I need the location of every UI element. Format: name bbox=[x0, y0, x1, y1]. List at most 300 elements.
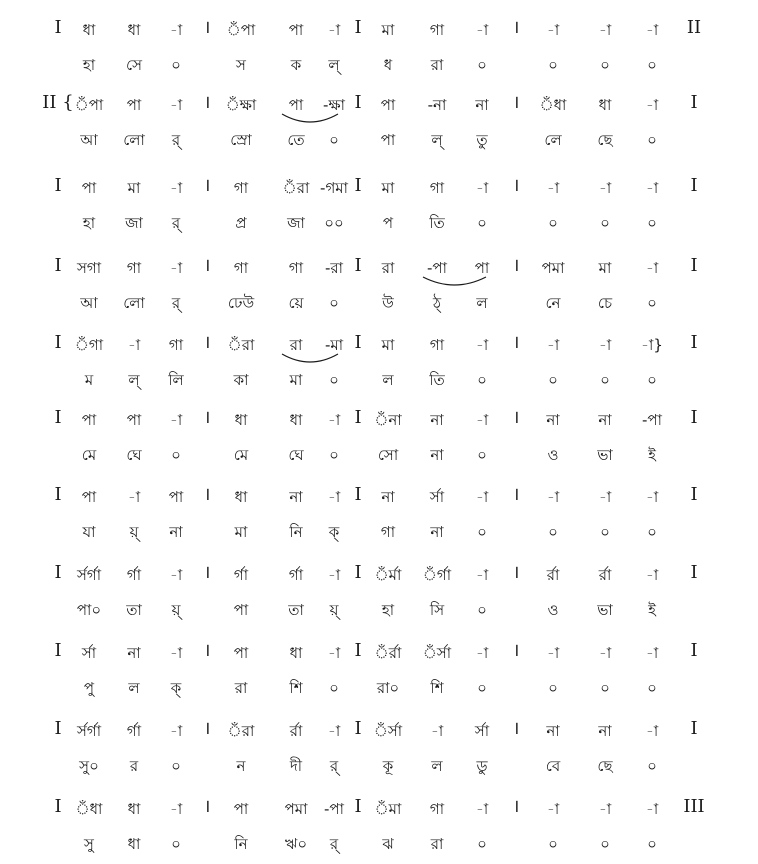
swara-note: না bbox=[546, 722, 560, 740]
swara-note: র্রা bbox=[289, 722, 303, 740]
barline-mid: I bbox=[354, 92, 362, 113]
lyric-syllable: ০ bbox=[647, 131, 657, 149]
swara-note: পা bbox=[233, 800, 249, 818]
lyric-syllable: লি bbox=[168, 371, 184, 389]
lyric-syllable: নে bbox=[545, 294, 561, 312]
swara-note: ধা bbox=[598, 96, 612, 114]
lyric-syllable: ০ bbox=[647, 523, 657, 541]
swara-note: রা bbox=[381, 259, 395, 277]
swara-note: -গমা bbox=[320, 179, 348, 197]
swara-note: ঁর্মা bbox=[374, 566, 402, 584]
swara-note: না bbox=[598, 411, 612, 429]
lyric-syllable: ০ bbox=[477, 56, 487, 74]
lyric-syllable: ধা bbox=[127, 835, 141, 853]
swara-note: -া bbox=[546, 336, 560, 354]
slur-mark bbox=[280, 352, 340, 368]
swara-note: ঁরা bbox=[227, 722, 255, 740]
lyric-syllable: হা bbox=[82, 56, 96, 74]
lyric-syllable: সে bbox=[126, 56, 142, 74]
swara-note: -া bbox=[546, 800, 560, 818]
beat-divider: । bbox=[512, 562, 520, 583]
lyric-syllable: দী bbox=[289, 757, 303, 775]
swara-note: -পা bbox=[324, 800, 344, 818]
swara-note: পা bbox=[81, 488, 97, 506]
swara-note: গা bbox=[168, 336, 184, 354]
barline-start: I bbox=[54, 640, 62, 661]
swara-note: -া bbox=[645, 722, 659, 740]
swara-note: -া bbox=[169, 179, 183, 197]
swara-note: -া bbox=[169, 96, 183, 114]
lyric-syllable: ই bbox=[648, 446, 656, 464]
swara-note: র্সা bbox=[474, 722, 490, 740]
lyric-syllable: রা bbox=[430, 835, 444, 853]
lyric-syllable: রা bbox=[234, 679, 248, 697]
swara-note: গা bbox=[429, 800, 445, 818]
lyric-syllable: ০০ bbox=[324, 214, 344, 232]
beat-divider: । bbox=[203, 92, 211, 113]
beat-divider: । bbox=[512, 484, 520, 505]
lyric-syllable: ক্ bbox=[170, 679, 182, 697]
swara-note: -া bbox=[169, 21, 183, 39]
swara-note: -া bbox=[475, 179, 489, 197]
swara-note: -া bbox=[475, 800, 489, 818]
swara-note: গা bbox=[126, 259, 142, 277]
swara-note: -রা bbox=[324, 259, 344, 277]
swara-note: না bbox=[598, 722, 612, 740]
beat-divider: । bbox=[203, 484, 211, 505]
lyric-syllable: না bbox=[430, 523, 444, 541]
barline-start: I bbox=[54, 255, 62, 276]
barline-mid: I bbox=[354, 718, 362, 739]
lyric-syllable: ০ bbox=[477, 446, 487, 464]
swara-note: র্সা bbox=[429, 488, 445, 506]
swara-note: ধা bbox=[82, 21, 96, 39]
lyric-syllable: ও bbox=[547, 446, 559, 464]
swara-note: ঁক্ষা bbox=[225, 96, 257, 114]
swara-note: পা bbox=[126, 96, 142, 114]
lyric-syllable: ঢেউ bbox=[227, 294, 255, 312]
swara-note: গা bbox=[288, 259, 304, 277]
swara-note: রা bbox=[289, 336, 303, 354]
swara-note: ধা bbox=[234, 411, 248, 429]
lyric-syllable: পা bbox=[380, 131, 396, 149]
swara-note: -া bbox=[475, 566, 489, 584]
swara-note: -া bbox=[475, 21, 489, 39]
lyric-syllable: সি bbox=[429, 601, 445, 619]
swara-note: -া bbox=[546, 488, 560, 506]
lyric-syllable: ছে bbox=[597, 757, 613, 775]
lyric-syllable: স্রো bbox=[230, 131, 252, 149]
lyric-syllable: কূ bbox=[382, 757, 394, 775]
lyric-syllable: শি bbox=[289, 679, 303, 697]
beat-divider: । bbox=[203, 718, 211, 739]
swara-note: -া bbox=[598, 800, 612, 818]
swara-note: -া bbox=[327, 488, 341, 506]
lyric-syllable: ০ bbox=[548, 835, 558, 853]
lyric-syllable: না bbox=[169, 523, 183, 541]
swara-note: -া bbox=[169, 644, 183, 662]
swara-note: গা bbox=[429, 21, 445, 39]
lyric-syllable: র্ bbox=[329, 757, 339, 775]
lyric-syllable: ০ bbox=[477, 835, 487, 853]
barline-mid: I bbox=[354, 17, 362, 38]
lyric-syllable: ০ bbox=[329, 446, 339, 464]
lyric-syllable: ০ bbox=[600, 679, 610, 697]
swara-note: -ক্ষা bbox=[323, 96, 345, 114]
barline-end: I bbox=[690, 718, 698, 739]
barline-mid: I bbox=[354, 255, 362, 276]
swara-note: ঁরা bbox=[227, 336, 255, 354]
swara-note: পা bbox=[81, 179, 97, 197]
lyric-syllable: ও bbox=[547, 601, 559, 619]
barline-start: I bbox=[54, 407, 62, 428]
lyric-syllable: বে bbox=[545, 757, 561, 775]
swara-note: র্গা bbox=[288, 566, 304, 584]
lyric-syllable: ০ bbox=[171, 757, 181, 775]
lyric-syllable: তা bbox=[288, 601, 304, 619]
beat-divider: । bbox=[512, 796, 520, 817]
lyric-syllable: র্ bbox=[171, 214, 181, 232]
swara-note: পা bbox=[474, 259, 490, 277]
swara-note: পা bbox=[288, 96, 304, 114]
barline-end: I bbox=[690, 640, 698, 661]
lyric-syllable: র্ bbox=[171, 131, 181, 149]
swara-note: ঁনা bbox=[374, 411, 402, 429]
lyric-syllable: গা bbox=[380, 523, 396, 541]
swara-note: ঁগা bbox=[74, 336, 104, 354]
lyric-syllable: ০ bbox=[600, 371, 610, 389]
swara-note: গা bbox=[233, 259, 249, 277]
swara-note: -া bbox=[475, 411, 489, 429]
lyric-syllable: ল bbox=[476, 294, 488, 312]
swara-note: না bbox=[127, 644, 141, 662]
lyric-syllable: ঘে bbox=[288, 446, 304, 464]
lyric-syllable: না bbox=[430, 446, 444, 464]
lyric-syllable: তি bbox=[429, 371, 445, 389]
swara-note: -া bbox=[169, 800, 183, 818]
lyric-syllable: ০ bbox=[600, 523, 610, 541]
lyric-syllable: ০ bbox=[548, 371, 558, 389]
swara-note: -া bbox=[598, 488, 612, 506]
swara-note: -া bbox=[645, 644, 659, 662]
swara-note: -া bbox=[645, 259, 659, 277]
swara-note: -া bbox=[169, 259, 183, 277]
lyric-syllable: স bbox=[236, 56, 246, 74]
swara-note: পা bbox=[81, 411, 97, 429]
lyric-syllable: কা bbox=[233, 371, 249, 389]
barline-end: III bbox=[683, 796, 705, 817]
lyric-syllable: য়্ bbox=[329, 601, 339, 619]
beat-divider: । bbox=[512, 175, 520, 196]
swara-note: র্রা bbox=[546, 566, 560, 584]
beat-divider: । bbox=[512, 332, 520, 353]
beat-divider: । bbox=[512, 255, 520, 276]
lyric-syllable: আ bbox=[80, 131, 98, 149]
barline-mid: I bbox=[354, 484, 362, 505]
swara-note: র্গা bbox=[126, 566, 142, 584]
barline-mid: I bbox=[354, 796, 362, 817]
swara-note: গা bbox=[233, 179, 249, 197]
lyric-syllable: ০ bbox=[647, 56, 657, 74]
lyric-syllable: ০ bbox=[171, 835, 181, 853]
barline-mid: I bbox=[354, 407, 362, 428]
swara-note: মা bbox=[381, 336, 395, 354]
swara-note: পমা bbox=[284, 800, 308, 818]
lyric-syllable: লো bbox=[123, 294, 145, 312]
lyric-syllable: ০ bbox=[548, 56, 558, 74]
lyric-syllable: সু০ bbox=[79, 757, 99, 775]
swara-note: না bbox=[475, 96, 489, 114]
barline-start: I bbox=[54, 718, 62, 739]
lyric-syllable: য়ে bbox=[288, 294, 304, 312]
barline-end: I bbox=[690, 255, 698, 276]
swara-note: -া bbox=[546, 644, 560, 662]
beat-divider: । bbox=[203, 175, 211, 196]
swara-note: -া bbox=[327, 722, 341, 740]
lyric-syllable: তু bbox=[476, 131, 488, 149]
lyric-syllable: ছে bbox=[597, 131, 613, 149]
lyric-syllable: মে bbox=[81, 446, 97, 464]
beat-divider: । bbox=[203, 332, 211, 353]
beat-divider: । bbox=[203, 255, 211, 276]
lyric-syllable: নি bbox=[234, 835, 248, 853]
lyric-syllable: ম bbox=[84, 371, 94, 389]
lyric-syllable: মা bbox=[234, 523, 248, 541]
lyric-syllable: সো bbox=[377, 446, 399, 464]
swara-note: না bbox=[381, 488, 395, 506]
swara-note: -া} bbox=[641, 336, 663, 354]
barline-start: I bbox=[54, 175, 62, 196]
swara-note: না bbox=[430, 411, 444, 429]
lyric-syllable: র্ bbox=[329, 835, 339, 853]
swara-note: -া bbox=[327, 411, 341, 429]
lyric-syllable: ০ bbox=[647, 294, 657, 312]
swara-note: -া bbox=[169, 411, 183, 429]
swara-note: -া bbox=[546, 21, 560, 39]
swara-note: -া bbox=[475, 644, 489, 662]
swara-note: না bbox=[289, 488, 303, 506]
lyric-syllable: ঠ্ bbox=[432, 294, 442, 312]
lyric-syllable: জা bbox=[125, 214, 143, 232]
lyric-syllable: ন bbox=[236, 757, 246, 775]
swara-note: মা bbox=[127, 179, 141, 197]
lyric-syllable: প্র bbox=[235, 214, 247, 232]
beat-divider: । bbox=[203, 407, 211, 428]
lyric-syllable: রা bbox=[430, 56, 444, 74]
swara-note: ঁর্সা bbox=[422, 644, 452, 662]
swara-note: সগা bbox=[76, 259, 102, 277]
lyric-syllable: পু bbox=[83, 679, 95, 697]
lyric-syllable: ০ bbox=[329, 294, 339, 312]
swara-note: -া bbox=[546, 179, 560, 197]
swara-note: -া bbox=[327, 566, 341, 584]
lyric-syllable: ০ bbox=[171, 446, 181, 464]
beat-divider: । bbox=[512, 718, 520, 739]
lyric-syllable: জা bbox=[287, 214, 305, 232]
swara-note: -া bbox=[475, 336, 489, 354]
swara-note: -া bbox=[169, 722, 183, 740]
swara-note: র্সর্গা bbox=[76, 566, 102, 584]
barline-start: I bbox=[54, 332, 62, 353]
barline-end: I bbox=[690, 332, 698, 353]
swara-note: পা bbox=[380, 96, 396, 114]
lyric-syllable: মে bbox=[233, 446, 249, 464]
swara-note: -া bbox=[169, 566, 183, 584]
lyric-syllable: পা bbox=[233, 601, 249, 619]
lyric-syllable: ভা bbox=[597, 446, 613, 464]
swara-note: র্সর্গা bbox=[76, 722, 102, 740]
lyric-syllable: পা০ bbox=[76, 601, 102, 619]
swara-note: পমা bbox=[541, 259, 565, 277]
barline-start: II { bbox=[42, 92, 74, 113]
lyric-syllable: ল্ bbox=[128, 371, 140, 389]
lyric-syllable: ঋ০ bbox=[284, 835, 308, 853]
lyric-syllable: ল bbox=[382, 371, 394, 389]
swara-note: র্গা bbox=[126, 722, 142, 740]
swara-note: ঁপা bbox=[226, 21, 256, 39]
beat-divider: । bbox=[203, 562, 211, 583]
lyric-syllable: তা bbox=[126, 601, 142, 619]
lyric-syllable: সু bbox=[84, 835, 94, 853]
swara-note: ঁধা bbox=[539, 96, 567, 114]
lyric-syllable: ০ bbox=[329, 131, 339, 149]
lyric-syllable: ০ bbox=[647, 835, 657, 853]
swara-note: ধা bbox=[234, 488, 248, 506]
swara-note: -া bbox=[327, 21, 341, 39]
lyric-syllable: ল্ bbox=[328, 56, 340, 74]
lyric-syllable: হা bbox=[82, 214, 96, 232]
barline-start: I bbox=[54, 17, 62, 38]
lyric-syllable: ০ bbox=[647, 679, 657, 697]
barline-start: I bbox=[54, 562, 62, 583]
lyric-syllable: ঘে bbox=[126, 446, 142, 464]
swara-note: ধা bbox=[289, 644, 303, 662]
lyric-syllable: আ bbox=[80, 294, 98, 312]
beat-divider: । bbox=[512, 407, 520, 428]
slur-mark bbox=[280, 112, 340, 128]
lyric-syllable: য়্ bbox=[171, 601, 181, 619]
lyric-syllable: ০ bbox=[600, 214, 610, 232]
lyric-syllable: ০ bbox=[171, 56, 181, 74]
swara-note: র্গা bbox=[233, 566, 249, 584]
lyric-syllable: রা০ bbox=[376, 679, 400, 697]
barline-mid: I bbox=[354, 640, 362, 661]
lyric-syllable: ডু bbox=[476, 757, 488, 775]
lyric-syllable: তে bbox=[287, 131, 305, 149]
lyric-syllable: যা bbox=[82, 523, 96, 541]
swara-note: -া bbox=[327, 644, 341, 662]
lyric-syllable: য়্ bbox=[129, 523, 139, 541]
swara-note: মা bbox=[598, 259, 612, 277]
lyric-syllable: ভা bbox=[597, 601, 613, 619]
swara-note: -া bbox=[127, 488, 141, 506]
swara-note: ঁপা bbox=[74, 96, 104, 114]
barline-start: I bbox=[54, 796, 62, 817]
swara-note: না bbox=[546, 411, 560, 429]
barline-mid: I bbox=[354, 562, 362, 583]
swara-note: -পা bbox=[642, 411, 662, 429]
swara-note: পা bbox=[168, 488, 184, 506]
swara-note: -পা bbox=[427, 259, 447, 277]
swara-note: -া bbox=[645, 96, 659, 114]
swara-note: -মা bbox=[324, 336, 344, 354]
lyric-syllable: ০ bbox=[329, 679, 339, 697]
swara-note: পা bbox=[288, 21, 304, 39]
lyric-syllable: ল্ bbox=[431, 131, 443, 149]
lyric-syllable: ই bbox=[648, 601, 656, 619]
swara-note: -া bbox=[598, 336, 612, 354]
lyric-syllable: ০ bbox=[477, 214, 487, 232]
barline-end: I bbox=[690, 175, 698, 196]
swara-note: -া bbox=[645, 800, 659, 818]
swara-note: ঁমা bbox=[374, 800, 402, 818]
swara-note: -া bbox=[645, 566, 659, 584]
barline-mid: I bbox=[354, 175, 362, 196]
lyric-syllable: লে bbox=[544, 131, 562, 149]
barline-end: II bbox=[686, 17, 702, 38]
swara-note: -া bbox=[430, 722, 444, 740]
lyric-syllable: ০ bbox=[600, 56, 610, 74]
lyric-syllable: নি bbox=[289, 523, 303, 541]
swara-note: -া bbox=[598, 644, 612, 662]
swara-note: -া bbox=[598, 21, 612, 39]
slur-mark bbox=[421, 275, 488, 291]
lyric-syllable: ল bbox=[431, 757, 443, 775]
lyric-syllable: ক bbox=[290, 56, 302, 74]
lyric-syllable: ০ bbox=[477, 601, 487, 619]
lyric-syllable: ক্ bbox=[328, 523, 340, 541]
barline-end: I bbox=[690, 562, 698, 583]
swara-note: গা bbox=[429, 336, 445, 354]
swara-note: ঁধা bbox=[75, 800, 103, 818]
beat-divider: । bbox=[512, 92, 520, 113]
lyric-syllable: র্ bbox=[171, 294, 181, 312]
lyric-syllable: মা bbox=[289, 371, 303, 389]
barline-end: I bbox=[690, 92, 698, 113]
barline-end: I bbox=[690, 407, 698, 428]
lyric-syllable: ০ bbox=[647, 757, 657, 775]
swara-note: ঁর্রা bbox=[374, 644, 402, 662]
swara-note: -া bbox=[645, 488, 659, 506]
swara-note: ঁর্গা bbox=[422, 566, 452, 584]
lyric-syllable: উ bbox=[382, 294, 394, 312]
lyric-syllable: ০ bbox=[477, 371, 487, 389]
beat-divider: । bbox=[203, 17, 211, 38]
beat-divider: । bbox=[203, 796, 211, 817]
lyric-syllable: ০ bbox=[548, 523, 558, 541]
swara-note: গা bbox=[429, 179, 445, 197]
beat-divider: । bbox=[203, 640, 211, 661]
swara-note: র্রা bbox=[598, 566, 612, 584]
swara-note: পা bbox=[126, 411, 142, 429]
barline-start: I bbox=[54, 484, 62, 505]
lyric-syllable: ০ bbox=[477, 679, 487, 697]
lyric-syllable: ০ bbox=[548, 214, 558, 232]
barline-end: I bbox=[690, 484, 698, 505]
lyric-syllable: লো bbox=[123, 131, 145, 149]
lyric-syllable: ঝ bbox=[382, 835, 394, 853]
lyric-syllable: চে bbox=[597, 294, 613, 312]
swara-note: -া bbox=[598, 179, 612, 197]
lyric-syllable: ০ bbox=[647, 371, 657, 389]
lyric-syllable: ০ bbox=[477, 523, 487, 541]
lyric-syllable: প bbox=[382, 214, 394, 232]
lyric-syllable: হা bbox=[381, 601, 395, 619]
lyric-syllable: ০ bbox=[647, 214, 657, 232]
lyric-syllable: শি bbox=[430, 679, 444, 697]
swara-note: -না bbox=[427, 96, 447, 114]
swara-note: র্সা bbox=[81, 644, 97, 662]
